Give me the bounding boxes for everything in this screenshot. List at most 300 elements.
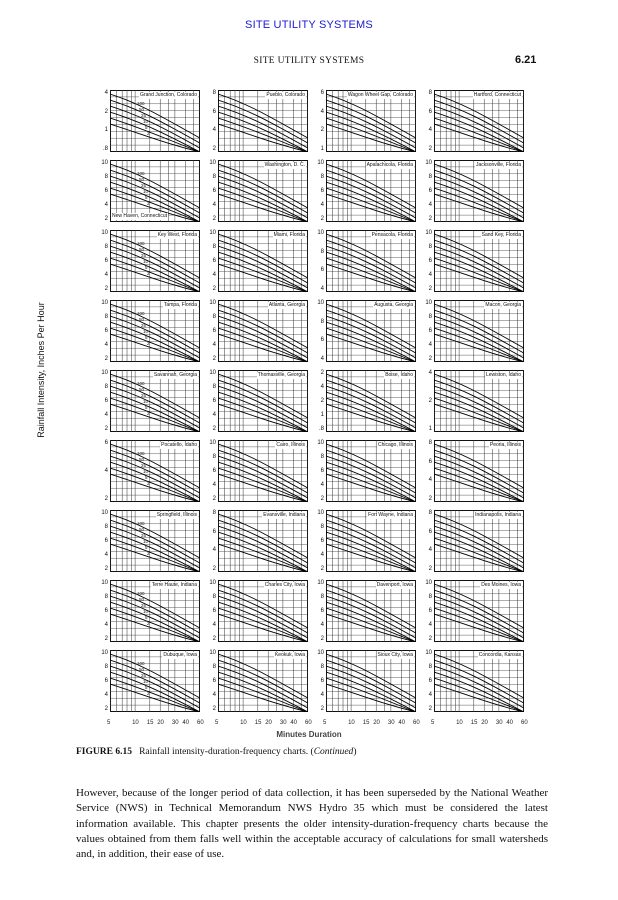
idf-panel-plot [434, 230, 524, 292]
idf-panel [209, 370, 308, 432]
curve-label: 50 [139, 177, 145, 182]
idf-panel-plot [326, 300, 416, 362]
panel-title: Keokuk, Iowa [274, 652, 305, 658]
x-tick-label: 40 [182, 720, 189, 726]
y-tick-label: 8 [104, 244, 108, 250]
frequency-curve [110, 100, 200, 143]
frequency-curve [326, 614, 416, 642]
frequency-curve [110, 106, 200, 148]
y-tick-label: 10 [101, 230, 108, 236]
frequency-curve [218, 596, 308, 638]
y-tick-label: 4 [428, 477, 432, 484]
frequency-curve [110, 386, 200, 428]
y-tick-label: 4 [428, 272, 432, 278]
y-tick-label: 8 [212, 90, 216, 96]
x-tick-label: 60 [521, 720, 528, 726]
y-tick-label: 2 [428, 216, 432, 222]
frequency-curve [110, 660, 200, 703]
curve-label: 2 [147, 621, 150, 626]
frequency-curve [434, 246, 524, 288]
frequency-curve [110, 240, 200, 283]
frequency-curve [218, 380, 308, 423]
panel-frame [327, 301, 416, 362]
frequency-curve [434, 602, 524, 642]
curve-label: 10 [143, 469, 149, 474]
idf-panel [104, 440, 200, 502]
y-tick-label: 10 [425, 300, 432, 306]
y-tick-label: 1 [104, 127, 108, 134]
frequency-curve [326, 380, 416, 423]
y-tick-label: 6 [320, 538, 324, 544]
y-tick-label: 4 [212, 692, 216, 698]
frequency-curve [326, 660, 416, 703]
frequency-curve [434, 590, 524, 633]
y-tick-label: 2 [320, 706, 324, 712]
idf-panel-plot [110, 230, 200, 292]
panel-frame [111, 91, 200, 152]
curve-label: 5 [145, 545, 148, 550]
idf-panel-plot [434, 440, 524, 502]
y-tick-label: 4 [320, 692, 324, 698]
idf-panel-plot [110, 90, 200, 152]
frequency-curve [110, 170, 200, 213]
panel-frame [111, 581, 200, 642]
frequency-curve [434, 170, 524, 213]
curve-label: 5 [145, 615, 148, 620]
frequency-curve [434, 474, 524, 502]
frequency-curve [110, 380, 200, 423]
y-tick-label: 6 [104, 440, 108, 446]
frequency-curve [218, 118, 308, 152]
curve-label: 25 [141, 113, 147, 118]
y-tick-label: 8 [320, 454, 324, 460]
frequency-curve [110, 468, 200, 502]
y-tick-label: 6 [104, 538, 108, 544]
y-tick-label: 8 [320, 318, 324, 325]
y-tick-label: 6 [104, 328, 108, 334]
y-tick-label: 6 [212, 188, 216, 194]
frequency-curve [434, 380, 524, 423]
frequency-curve [434, 240, 524, 283]
frequency-curve [326, 118, 416, 152]
x-tick-label: 5 [215, 720, 219, 726]
frequency-curve [110, 392, 200, 432]
panel-frame [219, 161, 308, 222]
x-tick-label: 60 [197, 720, 204, 726]
frequency-curve [110, 596, 200, 638]
frequency-curve [434, 112, 524, 152]
frequency-curve [110, 544, 200, 572]
idf-panel [212, 510, 308, 572]
panel-title: Dubuque, Iowa [163, 652, 197, 658]
x-tick-label: 15 [362, 720, 370, 726]
y-tick-label: 4 [320, 356, 324, 362]
y-tick-label: 2 [212, 146, 216, 152]
panel-frame [219, 651, 308, 712]
y-tick-label: 6 [428, 328, 432, 334]
y-tick-label: 10 [209, 370, 216, 376]
curve-label: 10 [143, 119, 149, 124]
frequency-curve [434, 392, 524, 432]
curve-label: 25 [141, 393, 147, 398]
frequency-curve [434, 252, 524, 292]
frequency-curve [326, 532, 416, 572]
y-tick-label: 10 [209, 440, 216, 446]
curve-label: 100 [137, 521, 145, 526]
y-tick-label: 8 [428, 174, 432, 180]
idf-panel-plot [218, 160, 308, 222]
y-tick-label: 8 [104, 384, 108, 390]
frequency-curve [110, 666, 200, 708]
idf-panel-plot [434, 300, 524, 362]
y-tick-label: 10 [425, 230, 432, 236]
curve-label: 5 [145, 475, 148, 480]
curve-label: 10 [143, 539, 149, 544]
idf-panel [101, 160, 200, 222]
y-tick-label: 2 [104, 356, 108, 362]
y-tick-label: 4 [104, 342, 108, 348]
frequency-curve [326, 666, 416, 708]
y-tick-label: 10 [209, 300, 216, 306]
frequency-curve [326, 100, 416, 143]
panel-title: Indianapolis, Indiana [475, 512, 521, 518]
curve-label: 50 [139, 457, 145, 462]
y-tick-label: 8 [428, 440, 432, 446]
frequency-curve [218, 672, 308, 712]
y-tick-label: 6 [104, 398, 108, 404]
idf-panel [101, 510, 200, 572]
y-tick-label: 6 [212, 258, 216, 264]
y-tick-label: 4 [428, 127, 432, 134]
panel-frame [219, 511, 308, 572]
frequency-curve [434, 258, 524, 292]
frequency-curve [434, 106, 524, 148]
y-tick-label: 8 [212, 174, 216, 180]
frequency-curve [218, 240, 308, 283]
frequency-curve [326, 544, 416, 572]
curve-label: 2 [147, 131, 150, 136]
panel-frame [219, 301, 308, 362]
panel-frame [327, 441, 416, 502]
x-tick-label: 30 [279, 720, 287, 726]
frequency-curve [434, 526, 524, 568]
idf-panel-plot [218, 90, 308, 152]
idf-panel [101, 230, 200, 292]
y-tick-label: 4 [320, 552, 324, 558]
y-tick-label: 4 [428, 342, 432, 348]
panel-title: Sioux City, Iowa [377, 652, 413, 658]
curve-label: 10 [143, 679, 149, 684]
frequency-curve [218, 456, 308, 498]
idf-panel-plot [326, 160, 416, 222]
frequency-curve [218, 590, 308, 633]
y-tick-label: 2 [212, 426, 216, 432]
y-tick-label: 10 [317, 230, 324, 236]
idf-panel [317, 440, 416, 502]
curve-label: 25 [141, 183, 147, 188]
frequency-curve [218, 602, 308, 642]
panel-frame [435, 441, 524, 502]
x-tick-label: 20 [481, 720, 488, 726]
frequency-curve [434, 334, 524, 362]
frequency-curve [218, 176, 308, 218]
idf-panel [428, 510, 524, 572]
frequency-curve [218, 170, 308, 213]
y-tick-label: 10 [101, 370, 108, 376]
y-tick-label: 4 [212, 127, 216, 134]
panel-title: Washington, D. C. [264, 162, 305, 168]
y-tick-label: 6 [320, 337, 324, 344]
y-tick-label: 2 [320, 398, 324, 404]
frequency-curve [218, 322, 308, 362]
idf-panel [209, 440, 308, 502]
y-tick-label: 2 [428, 636, 432, 642]
y-tick-label: 4 [428, 202, 432, 208]
curve-label: 5 [145, 405, 148, 410]
panel-title: Hartford, Connecticut [473, 92, 521, 98]
idf-panel [425, 160, 524, 222]
idf-panel-plot [218, 230, 308, 292]
y-tick-label: 4 [212, 547, 216, 554]
frequency-curve [326, 474, 416, 502]
frequency-curve [218, 608, 308, 642]
y-tick-label: 4 [104, 692, 108, 698]
idf-panel [101, 580, 200, 642]
frequency-curve [110, 684, 200, 712]
frequency-curve [110, 176, 200, 218]
y-tick-label: 4 [428, 622, 432, 628]
idf-panel [101, 300, 200, 362]
y-tick-label: 4 [104, 622, 108, 628]
y-tick-label: 6 [428, 188, 432, 194]
frequency-curve [218, 474, 308, 502]
x-tick-label: 60 [305, 720, 312, 726]
panel-frame [111, 371, 200, 432]
y-tick-label: 2 [320, 566, 324, 572]
frequency-curve [218, 398, 308, 432]
y-tick-label: 10 [317, 440, 324, 446]
y-tick-label: 2 [104, 496, 108, 502]
frequency-curve [326, 310, 416, 353]
x-axis-label: Minutes Duration [276, 730, 342, 739]
frequency-curve [218, 450, 308, 493]
frequency-curve [218, 678, 308, 712]
y-tick-label: 6 [104, 608, 108, 614]
y-axis-label: Rainfall Intensity, Inches Per Hour [36, 302, 46, 438]
panel-frame [327, 651, 416, 712]
figure-caption [76, 747, 556, 757]
idf-panel-plot [326, 510, 416, 572]
panel-title: Cairo, Illinois [276, 442, 305, 448]
frequency-curve [218, 310, 308, 353]
frequency-curve [110, 614, 200, 642]
frequency-curve [218, 252, 308, 292]
frequency-curve [434, 520, 524, 563]
frequency-curve [326, 608, 416, 642]
y-tick-label: 6 [428, 678, 432, 684]
y-tick-label: 4 [428, 547, 432, 554]
y-tick-label: 8 [320, 174, 324, 180]
idf-panel [317, 580, 416, 642]
curve-label: 2 [147, 411, 150, 416]
frequency-curve [110, 462, 200, 502]
frequency-curve [110, 602, 200, 642]
panel-frame [435, 161, 524, 222]
idf-panel [318, 370, 416, 432]
x-tick-label: 40 [506, 720, 513, 726]
figure-caption-label: FIGURE 6.15 [76, 747, 132, 757]
y-tick-label: 6 [320, 267, 324, 274]
panel-title: New Haven, Connecticut [112, 213, 168, 219]
panel-title: Charles City, Iowa [264, 582, 305, 588]
y-tick-label: .8 [318, 426, 324, 432]
idf-panel-plot [434, 510, 524, 572]
frequency-curve [218, 532, 308, 572]
panel-title: Fort Wayne, Indiana [368, 512, 413, 518]
panel-title: Davenport, Iowa [376, 582, 413, 588]
frequency-curve [110, 404, 200, 432]
panel-frame [111, 231, 200, 292]
frequency-curve [218, 468, 308, 502]
curve-label: 25 [141, 463, 147, 468]
panel-title: Peoria, Illinois [489, 442, 521, 448]
frequency-curve [110, 590, 200, 633]
panel-title: Key West, Florida [157, 232, 197, 238]
frequency-curve [434, 462, 524, 502]
panel-frame [435, 511, 524, 572]
curve-label: 10 [143, 329, 149, 334]
y-tick-label: 4 [320, 108, 324, 115]
frequency-curve [110, 672, 200, 712]
y-tick-label: 1 [428, 426, 432, 432]
y-tick-label: 10 [425, 160, 432, 166]
y-tick-label: 8 [320, 594, 324, 600]
frequency-curve [434, 596, 524, 638]
y-tick-label: 6 [428, 258, 432, 264]
frequency-curve [434, 660, 524, 703]
y-tick-label: 2 [212, 636, 216, 642]
panel-title: Boise, Idaho [385, 372, 413, 378]
figure-caption-text: Rainfall intensity-duration-frequency charts. ( [139, 747, 314, 757]
y-tick-label: 10 [209, 650, 216, 656]
curve-label: 10 [143, 399, 149, 404]
frequency-curve [434, 468, 524, 502]
frequency-curve [434, 614, 524, 642]
panel-title: Evansville, Indiana [263, 512, 305, 518]
y-tick-label: 2 [428, 286, 432, 292]
y-tick-label: 10 [209, 230, 216, 236]
idf-panel [209, 650, 308, 712]
panel-title: Chicago, Illinois [377, 442, 413, 448]
y-tick-label: 6 [212, 528, 216, 535]
idf-panel-plot [218, 440, 308, 502]
frequency-curve [326, 590, 416, 633]
y-tick-label: 6 [212, 468, 216, 474]
y-tick-label: 4 [104, 412, 108, 418]
y-tick-label: 4 [212, 342, 216, 348]
y-tick-label: 6 [320, 468, 324, 474]
curve-label: 100 [137, 661, 145, 666]
y-tick-label: 2 [212, 706, 216, 712]
page-number: 6.21 [515, 54, 537, 66]
panel-title: Wagon Wheel Gap, Colorado [347, 92, 413, 98]
x-tick-label: 10 [240, 720, 247, 726]
frequency-curve [434, 672, 524, 712]
panel-frame [327, 231, 416, 292]
y-tick-label: 6 [320, 188, 324, 194]
curve-label: 50 [139, 107, 145, 112]
y-tick-label: 2 [104, 286, 108, 292]
y-tick-label: 8 [104, 594, 108, 600]
frequency-curve [326, 246, 416, 288]
y-tick-label: 8 [428, 664, 432, 670]
panel-frame [327, 511, 416, 572]
frequency-curve [110, 322, 200, 362]
frequency-curve [110, 118, 200, 152]
curve-label: 2 [147, 271, 150, 276]
panel-frame [111, 441, 200, 502]
x-tick-label: 20 [373, 720, 380, 726]
curve-label: 100 [137, 241, 145, 246]
y-tick-label: 2 [428, 566, 432, 572]
y-tick-label: 1 [320, 146, 324, 152]
frequency-curve [434, 322, 524, 362]
idf-panel-plot [326, 580, 416, 642]
y-tick-label: 2 [104, 566, 108, 572]
x-tick-label: 10 [132, 720, 139, 726]
panel-frame [219, 371, 308, 432]
panel-frame [219, 581, 308, 642]
y-tick-label: 8 [320, 248, 324, 255]
y-tick-label: 4 [320, 622, 324, 628]
curve-label: 5 [145, 125, 148, 130]
y-tick-label: 8 [104, 174, 108, 180]
curve-label: 2 [147, 691, 150, 696]
idf-panel [209, 160, 308, 222]
panel-frame [435, 91, 524, 152]
curve-label: 10 [143, 259, 149, 264]
y-tick-label: 6 [212, 608, 216, 614]
panel-frame [111, 651, 200, 712]
frequency-curve [326, 170, 416, 213]
idf-panel-plot [434, 160, 524, 222]
y-tick-label: 2 [212, 566, 216, 572]
y-tick-label: 6 [428, 458, 432, 465]
idf-panel-plot [218, 650, 308, 712]
frequency-curve [434, 176, 524, 218]
y-tick-label: 2 [104, 108, 108, 115]
frequency-curve [110, 316, 200, 358]
y-tick-label: .8 [102, 146, 108, 152]
y-tick-label: 10 [101, 580, 108, 586]
idf-panel-plot [110, 650, 200, 712]
panel-title: Grand Junction, Colorado [140, 92, 197, 98]
curve-label: 5 [145, 685, 148, 690]
y-tick-label: 2 [320, 636, 324, 642]
y-tick-label: 4 [428, 370, 432, 376]
frequency-curve [218, 194, 308, 222]
frequency-curve [110, 456, 200, 498]
idf-panel-plot [434, 580, 524, 642]
frequency-curve [110, 264, 200, 292]
panel-title: Thomasville, Georgia [257, 372, 305, 378]
idf-panel-plot [110, 510, 200, 572]
curve-label: 25 [141, 603, 147, 608]
curve-label: 50 [139, 527, 145, 532]
frequency-curve [434, 194, 524, 222]
y-tick-label: 2 [104, 426, 108, 432]
frequency-curve [110, 526, 200, 568]
